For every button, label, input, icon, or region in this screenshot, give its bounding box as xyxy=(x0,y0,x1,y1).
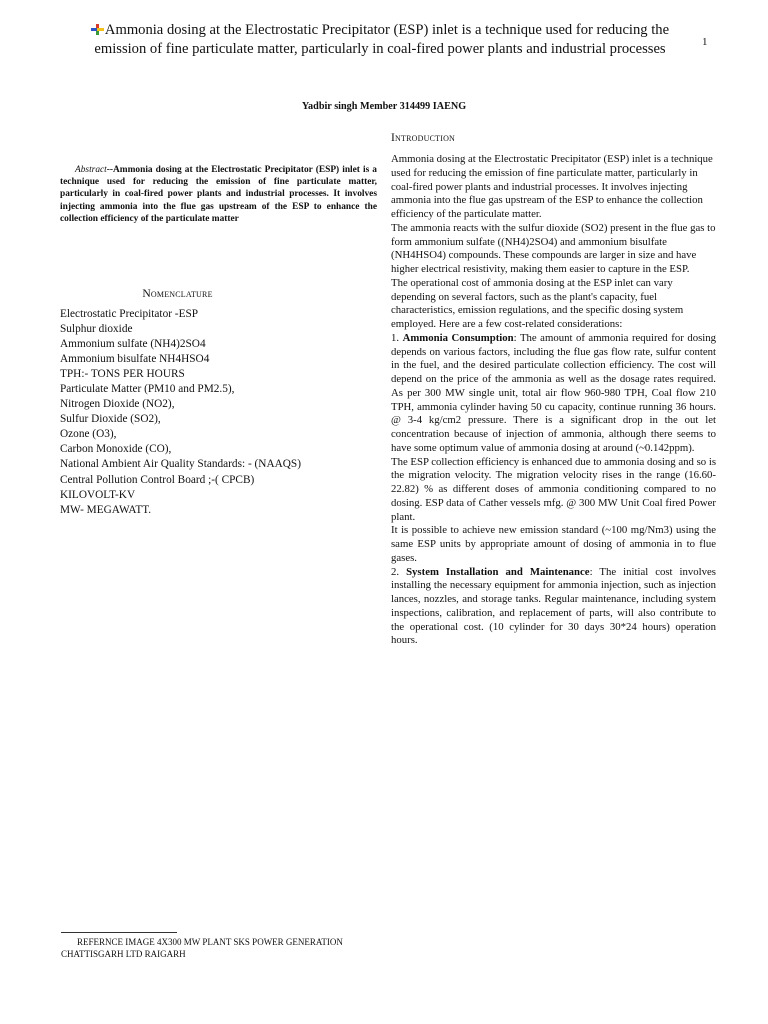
intro-list-item-1 xyxy=(391,332,716,456)
nomenclature-item: Nitrogen Dioxide (NO2), xyxy=(60,398,175,411)
multicolor-bullet-icon xyxy=(91,24,104,35)
nomenclature-item: Central Pollution Control Board ;-( CPCB) xyxy=(60,473,255,486)
nomenclature-item: MW- MEGAWATT. xyxy=(60,503,152,516)
nomenclature-item: KILOVOLT-KV xyxy=(60,488,136,501)
list-text: : The amount of ammonia required for dosing depends on various factors, including the flue gas flow rate, sulfur content in the fuel, and the desired particulate collection efficiency. The cost will depend on the price of the ammonia as well as the dosage rates required. As per 300 MW single unit, total air flow 960-980 TPH, Coal flow 210 TPH, ammonia cylinder having 50 cu capacity, continue running 36 hours. @ 3-4 kg/cm2 pressure. There is a significant drop in the out let concentration because of injection of ammonia, although there seems to have some optimum value of ammonia dosing at around (~0.142ppm). xyxy=(391,331,717,454)
nomenclature-item: Electrostatic Precipitator -ESP xyxy=(60,308,199,320)
abstract-dash: -- xyxy=(106,165,114,175)
intro-paragraph: The ESP collection efficiency is enhanced due to ammonia dosing and so is the migration velocity. The migration velocity rises in the range (16.60-22.82) % as different doses of ammonia conditioning compared to no dosing. ESP data of Cather vessels mfg. @ 300 MW Unit Coal fired Power plant. xyxy=(391,455,716,523)
nomenclature-item: Carbon Monoxide (CO), xyxy=(60,443,172,456)
footnote-divider xyxy=(61,932,177,933)
paper-title xyxy=(70,21,690,59)
nomenclature-item: TPH:- TONS PER HOURS xyxy=(60,368,185,381)
nomenclature-heading: Nomenclature xyxy=(142,287,213,300)
page-number: 1 xyxy=(702,36,708,48)
intro-list-item-2 xyxy=(391,566,716,649)
intro-paragraph: The operational cost of ammonia dosing at the ESP inlet can vary depending on several factors, such as the plant's capacity, fuel characteristics, emission regulations, and the specific dosing system employed. Here are a few cost-related considerations: xyxy=(391,276,684,330)
introduction-body xyxy=(391,153,716,648)
list-label: Ammonia Consumption xyxy=(402,331,514,344)
nomenclature-item: Ammonium sulfate (NH4)2SO4 xyxy=(60,338,206,351)
abstract xyxy=(60,164,377,225)
right-column xyxy=(391,128,716,648)
abstract-label: Abstract xyxy=(75,165,107,175)
list-text: : The initial cost involves installing the necessary equipment for ammonia injection, such as injection lances, nozzles, and storage tanks. Regular maintenance, including system inspections, calibration, and replacement of parts, will also contribute to the operational cost. (10 cylinder for 30 days 30*24 hours) operation hours. xyxy=(391,565,716,647)
nomenclature-item: Sulfur Dioxide (SO2), xyxy=(60,413,161,426)
intro-paragraph: Ammonia dosing at the Electrostatic Precipitator (ESP) inlet is a technique used for reducing the emission of fine particulate matter, particularly in coal-fired power plants and industrial processes. It involves injecting ammonia into the flue gas upstream of the ESP to enhance the collection efficiency of the particulate matter. xyxy=(391,153,713,220)
list-label: System Installation and Maintenance xyxy=(406,565,590,578)
paper-title-text: Ammonia dosing at the Electrostatic Precipitator (ESP) inlet is a technique used for reducing the emission of fine particulate matter, particularly in coal-fired power plants and industrial processes xyxy=(94,22,670,57)
nomenclature-item: Ozone (O3), xyxy=(60,428,117,441)
intro-paragraph: It is possible to achieve new emission standard (~100 mg/Nm3) using the same ESP units by appropriate amount of dosing of ammonia in to flue gases. xyxy=(391,524,716,564)
nomenclature-item: National Ambient Air Quality Standards: - (NAAQS) xyxy=(60,458,301,471)
author-line: Yadbir singh Member 314499 IAENG xyxy=(301,101,467,112)
intro-paragraph: The ammonia reacts with the sulfur dioxide (SO2) present in the flue gas to form ammonium sulfate ((NH4)2SO4) and ammonium bisulfate (NH4HSO4) compounds. These compounds are larger in size and have higher electrical resistivity, making them easier to capture in the ESP. xyxy=(391,221,716,275)
introduction-heading: Introduction xyxy=(391,131,456,144)
footnote: REFERNCE IMAGE 4X300 MW PLANT SKS POWER GENERATION CHATTISGARH LTD RAIGARH xyxy=(61,937,343,959)
nomenclature-item: Particulate Matter (PM10 and PM2.5), xyxy=(60,383,235,396)
list-number: 1. xyxy=(391,331,400,344)
nomenclature-item: Sulphur dioxide xyxy=(60,323,133,336)
list-number: 2. xyxy=(391,565,400,578)
nomenclature-list xyxy=(60,307,377,518)
nomenclature-item: Ammonium bisulfate NH4HSO4 xyxy=(60,353,210,366)
abstract-text: Ammonia dosing at the Electrostatic Precipitator (ESP) inlet is a technique used for reducing the emission of fine particulate matter, particularly in coal-fired power plants and industrial processes. It involves injecting ammonia into the flue gas upstream of the ESP to enhance the collection efficiency of the particulate matter xyxy=(60,165,377,224)
